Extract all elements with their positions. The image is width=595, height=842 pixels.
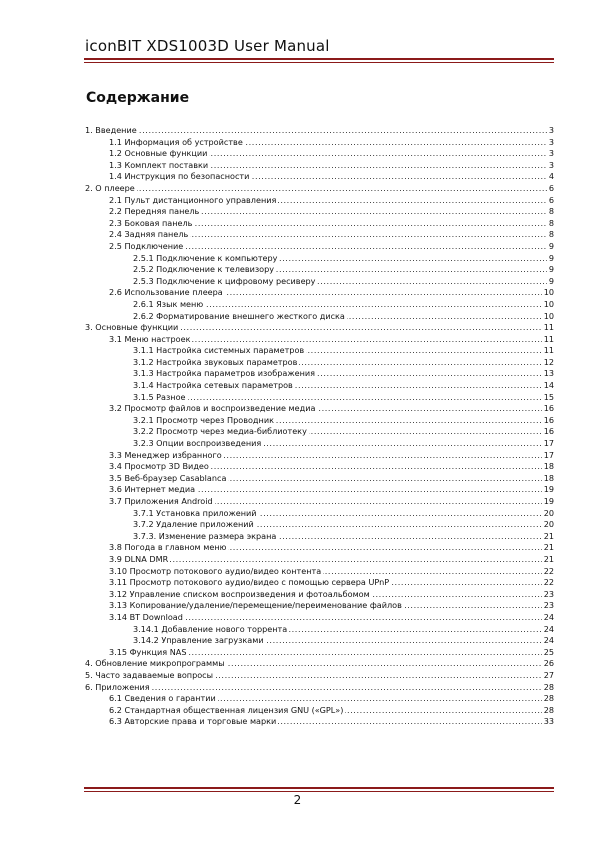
toc-entry-page: 24: [543, 611, 554, 622]
toc-entry[interactable]: [85, 496, 554, 508]
toc-entry-title: 3.1 Меню настроек: [109, 333, 191, 344]
toc-entry[interactable]: [85, 682, 554, 694]
toc-entry-title: 1.1 Информация об устройстве: [109, 136, 243, 147]
toc-entry-page: 14: [543, 380, 554, 391]
toc-entry[interactable]: [85, 218, 554, 230]
toc-entry-title: 5. Часто задаваемые вопросы: [85, 669, 214, 680]
toc-entry[interactable]: [85, 577, 554, 589]
toc-entry[interactable]: [85, 612, 554, 624]
toc-entry-title: 2.1 Пульт дистанционного управления: [109, 194, 277, 205]
toc-entry-title: 3.14.2 Управление загрузками: [133, 635, 264, 646]
toc-entry-title: 2.5 Подключение: [109, 240, 184, 251]
table-of-contents: [85, 125, 554, 728]
toc-entry-page: 10: [543, 287, 554, 298]
header-rule-thin: [84, 62, 554, 63]
toc-entry-page: 11: [543, 345, 554, 356]
toc-entry-page: 28: [543, 681, 554, 692]
toc-entry-page: 26: [543, 658, 554, 669]
toc-entry[interactable]: [85, 322, 554, 334]
toc-entry-page: 17: [543, 438, 554, 449]
toc-entry[interactable]: [85, 276, 554, 288]
toc-entry-title: 2. О плеере: [85, 182, 135, 193]
toc-entry-title: 1. Введение: [85, 125, 137, 135]
toc-entry-title: 3.3 Менеджер избранного: [109, 449, 222, 460]
toc-entry[interactable]: [85, 450, 554, 462]
toc-entry-title: 3.7.2 Удаление приложений: [133, 519, 254, 530]
toc-heading: Содержание: [86, 90, 190, 106]
toc-entry[interactable]: [85, 705, 554, 717]
toc-entry-title: 3.2.3 Опции воспроизведения: [133, 438, 262, 449]
toc-entry[interactable]: [85, 473, 554, 485]
toc-entry[interactable]: [85, 148, 554, 160]
toc-entry[interactable]: [85, 600, 554, 612]
toc-entry[interactable]: [85, 635, 554, 647]
toc-entry-page: 22: [543, 577, 554, 588]
toc-entry-title: 3.5 Веб-браузер Casablanca: [109, 472, 227, 483]
toc-entry[interactable]: [85, 566, 554, 578]
toc-dot-leader: [109, 554, 554, 566]
toc-entry-page: 8: [548, 206, 554, 217]
toc-entry-page: 9: [548, 252, 554, 263]
toc-entry[interactable]: [85, 670, 554, 682]
toc-entry-title: 3.1.2 Настройка звуковых параметров: [133, 356, 298, 367]
toc-entry-title: 1.2 Основные функции: [109, 148, 208, 159]
toc-entry[interactable]: [85, 554, 554, 566]
toc-entry-page: 8: [548, 217, 554, 228]
toc-entry[interactable]: [85, 299, 554, 311]
toc-entry[interactable]: [85, 311, 554, 323]
toc-entry-title: 3.1.3 Настройка параметров изображения: [133, 368, 316, 379]
toc-entry-title: 1.4 Инструкция по безопасности: [109, 171, 250, 182]
toc-entry-title: 6.1 Сведения о гарантии: [109, 693, 216, 704]
toc-entry[interactable]: [85, 160, 554, 172]
toc-entry-title: 2.5.2 Подключение к телевизору: [133, 264, 275, 275]
toc-dot-leader: [85, 682, 554, 694]
toc-entry[interactable]: [85, 589, 554, 601]
toc-entry-title: 3.8 Погода в главном меню: [109, 542, 227, 553]
toc-entry-page: 11: [543, 322, 554, 333]
toc-entry[interactable]: [85, 508, 554, 520]
toc-entry-title: 2.2 Передняя панель: [109, 206, 200, 217]
toc-entry-page: 21: [543, 530, 554, 541]
toc-entry[interactable]: [85, 484, 554, 496]
toc-entry-title: 3.7.1 Установка приложений: [133, 507, 257, 518]
toc-entry[interactable]: [85, 357, 554, 369]
toc-entry-page: 3: [548, 159, 554, 170]
toc-entry-page: 33: [543, 716, 554, 727]
document-header-title: iconBIT XDS1003D User Manual: [85, 37, 330, 55]
toc-entry-page: 25: [543, 646, 554, 657]
toc-entry-page: 21: [543, 553, 554, 564]
toc-entry[interactable]: [85, 334, 554, 346]
toc-entry-page: 16: [543, 426, 554, 437]
toc-entry-page: 13: [543, 368, 554, 379]
toc-entry-title: 2.5.3 Подключение к цифровому ресиверу: [133, 275, 316, 286]
toc-entry-title: 3.1.1 Настройка системных параметров: [133, 345, 305, 356]
toc-entry-title: 1.3 Комплект поставки: [109, 159, 209, 170]
toc-entry-title: 3.12 Управление списком воспроизведения и фотоальбомом: [109, 588, 370, 599]
toc-entry[interactable]: [85, 287, 554, 299]
toc-entry-title: 2.6 Использование плеера: [109, 287, 223, 298]
toc-entry-page: 15: [543, 391, 554, 402]
toc-entry-page: 16: [543, 414, 554, 425]
toc-entry[interactable]: [85, 253, 554, 265]
toc-entry-page: 10: [543, 298, 554, 309]
toc-entry-page: 19: [543, 496, 554, 506]
toc-entry[interactable]: [85, 542, 554, 554]
toc-entry-title: 6.3 Авторские права и торговые марки: [109, 716, 277, 727]
toc-entry-page: 9: [548, 240, 554, 251]
toc-entry-title: 4. Обновление микропрограммы: [85, 658, 225, 669]
toc-entry-page: 22: [543, 565, 554, 576]
toc-entry-page: 4: [548, 171, 554, 182]
toc-entry-title: 2.6.1 Язык меню: [133, 298, 204, 309]
toc-entry-title: 3.7.3. Изменение размера экрана: [133, 530, 277, 541]
toc-entry-page: 23: [543, 600, 554, 611]
toc-entry-title: 3.14 BT Download: [109, 611, 183, 622]
toc-entry[interactable]: [85, 206, 554, 218]
toc-entry[interactable]: [85, 647, 554, 659]
toc-entry-page: 18: [543, 461, 554, 472]
toc-entry-title: 3.9 DLNA DMR: [109, 553, 169, 564]
toc-entry-page: 20: [543, 519, 554, 530]
toc-entry-title: 6. Приложения: [85, 681, 150, 692]
toc-dot-leader: [85, 183, 554, 195]
toc-entry-title: 3.15 Функция NAS: [109, 646, 187, 657]
header-rule: [84, 58, 554, 60]
toc-entry-page: 3: [548, 148, 554, 159]
toc-entry-title: 2.3 Боковая панель: [109, 217, 193, 228]
toc-entry-title: 6.2 Стандартная общественная лицензия GNU («GPL»): [109, 704, 344, 715]
toc-entry[interactable]: [85, 415, 554, 427]
toc-entry[interactable]: [85, 716, 554, 728]
toc-entry[interactable]: [85, 380, 554, 392]
toc-entry-title: 3.10 Просмотр потокового аудио/видео контента: [109, 565, 322, 576]
toc-entry-page: 6: [548, 182, 554, 193]
toc-entry-title: 3. Основные функции: [85, 322, 179, 333]
toc-entry-title: 3.4 Просмотр 3D Видео: [109, 461, 209, 472]
toc-entry-title: 3.2.1 Просмотр через Проводник: [133, 414, 274, 425]
footer-rule: [84, 787, 554, 789]
toc-entry[interactable]: [85, 624, 554, 636]
toc-entry[interactable]: [85, 125, 554, 137]
footer-rule-thin: [84, 791, 554, 792]
toc-entry-page: 23: [543, 588, 554, 599]
toc-entry[interactable]: [85, 519, 554, 531]
toc-entry[interactable]: [85, 426, 554, 438]
toc-entry-page: 21: [543, 542, 554, 553]
toc-entry-page: 18: [543, 472, 554, 483]
toc-entry-page: 28: [543, 693, 554, 704]
toc-entry[interactable]: [85, 241, 554, 253]
toc-entry-page: 3: [548, 125, 554, 135]
page-number: 2: [293, 793, 302, 807]
toc-entry-title: 3.11 Просмотр потокового аудио/видео с помощью сервера UPnP: [109, 577, 390, 588]
toc-entry-page: 16: [543, 403, 554, 414]
toc-entry[interactable]: [85, 403, 554, 415]
toc-entry-page: 24: [543, 635, 554, 646]
toc-entry-title: 3.2.2 Просмотр через медиа-библиотеку: [133, 426, 307, 437]
toc-entry-page: 9: [548, 275, 554, 286]
toc-entry-page: 28: [543, 704, 554, 715]
toc-entry[interactable]: [85, 368, 554, 380]
toc-entry-page: 20: [543, 507, 554, 518]
toc-dot-leader: [85, 125, 554, 137]
toc-entry-title: 3.13 Копирование/удаление/перемещение/переименование файлов: [109, 600, 402, 611]
toc-entry-title: 3.2 Просмотр файлов и воспроизведение медиа: [109, 403, 316, 414]
toc-entry-title: 3.1.4 Настройка сетевых параметров: [133, 380, 293, 391]
toc-entry[interactable]: [85, 461, 554, 473]
toc-entry-page: 11: [543, 333, 554, 344]
toc-entry-page: 17: [543, 449, 554, 460]
toc-entry-title: 2.6.2 Форматирование внешнего жесткого диска: [133, 310, 345, 321]
toc-entry-page: 10: [543, 310, 554, 321]
toc-entry-title: 3.14.1 Добавление нового торрента: [133, 623, 288, 634]
toc-entry-page: 8: [548, 229, 554, 240]
toc-dot-leader: [133, 392, 554, 404]
toc-entry-page: 27: [543, 669, 554, 680]
toc-entry[interactable]: [85, 693, 554, 705]
toc-entry-page: 9: [548, 264, 554, 275]
toc-entry[interactable]: [85, 171, 554, 183]
toc-entry[interactable]: [85, 392, 554, 404]
toc-entry-page: 3: [548, 136, 554, 147]
toc-entry-title: 2.4 Задняя панель: [109, 229, 189, 240]
toc-entry[interactable]: [85, 438, 554, 450]
toc-entry[interactable]: [85, 195, 554, 207]
toc-entry[interactable]: [85, 531, 554, 543]
toc-entry-page: 19: [543, 484, 554, 495]
toc-entry-title: 3.7 Приложения Android: [109, 496, 213, 506]
toc-entry-page: 24: [543, 623, 554, 634]
toc-entry[interactable]: [85, 229, 554, 241]
toc-entry-page: 12: [543, 356, 554, 367]
toc-entry-title: 3.6 Интернет медиа: [109, 484, 196, 495]
toc-entry[interactable]: [85, 137, 554, 149]
toc-entry-page: 6: [548, 194, 554, 205]
toc-entry[interactable]: [85, 345, 554, 357]
toc-entry[interactable]: [85, 264, 554, 276]
toc-entry[interactable]: [85, 183, 554, 195]
toc-entry[interactable]: [85, 658, 554, 670]
toc-entry-title: 3.1.5 Разное: [133, 391, 186, 402]
toc-entry-title: 2.5.1 Подключение к компьютеру: [133, 252, 278, 263]
